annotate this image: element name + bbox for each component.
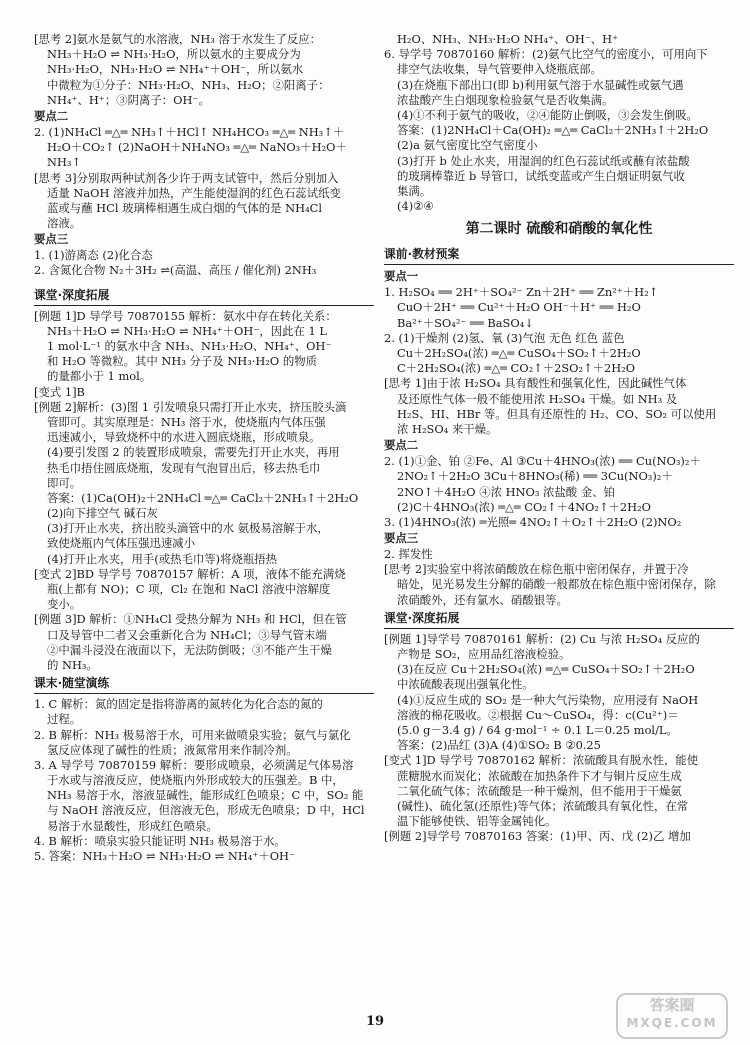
- text-line: NH₃·H₂O，NH₃·H₂O ⇌ NH₄⁺＋OH⁻，所以氨水: [47, 62, 304, 77]
- text-line: 的量都小于 1 mol。: [47, 369, 152, 384]
- text-line: (4)②④: [397, 199, 434, 214]
- text-line: 答案：(1)Ca(OH)₂＋2NH₄Cl ═△═ CaCl₂＋2NH₃↑＋2H₂O: [47, 490, 359, 505]
- text-line: (2)向下排空气 碱石灰: [47, 506, 158, 521]
- text-line: 1. C 解析：氮的固定是指将游离的氮转化为化合态的氮的: [34, 697, 323, 712]
- text-line: 2. 含氮化合物 N₂＋3H₂ ⇌(高温、高压 / 催化剂) 2NH₃: [34, 263, 317, 278]
- text-line: [思考 3]分别取两种试剂各少许于两支试管中，然后分别加入: [34, 170, 339, 185]
- section-heading: 课末·随堂演练: [34, 675, 374, 694]
- text-line: (2)C＋4HNO₃(浓) ═△═ CO₂↑＋4NO₂↑＋2H₂O: [397, 499, 651, 514]
- text-line: 6. 导学号 70870160 解析：(2)氨气比空气的密度小，可用向下: [384, 47, 708, 62]
- point-heading: 要点二: [34, 108, 69, 123]
- text-line: NH₄⁺、H⁺；③阴离子：OH⁻。: [47, 92, 210, 107]
- spacer: [34, 279, 374, 285]
- text-line: 易溶于水显酸性，形成红色喷泉。: [47, 818, 218, 833]
- text-line: 2. (1)①金、铂 ②Fe、Al ③Cu＋4HNO₃(浓) ══ Cu(NO₃)₂＋: [384, 454, 701, 469]
- text-line: H₂S、HI、HBr 等。但具有还原性的 H₂、CO、SO₂ 可以使用: [397, 406, 717, 421]
- text-line: 迅速减小，导致烧杯中的水进入圆底烧瓶，形成喷泉。: [47, 430, 321, 445]
- text-line: 即可。: [47, 475, 82, 490]
- text-line: 答案：(1)2NH₄Cl＋Ca(OH)₂ ═△═ CaCl₂＋2NH₃↑＋2H₂O: [397, 123, 709, 138]
- text-line: 2. B 解析：NH₃ 极易溶于水，可用来做喷泉实验；氨气与氯化: [34, 727, 351, 742]
- section-heading: 课堂·深度拓展: [384, 610, 734, 629]
- text-line: 2NO↑＋4H₂O ④浓 HNO₃ 浓盐酸 金、铂: [397, 484, 615, 499]
- text-line: 5. 答案：NH₃＋H₂O ⇌ NH₃·H₂O ⇌ NH₄⁺＋OH⁻: [34, 849, 296, 863]
- text-line: (4)①不利于氨气的吸收，②④能防止倒吸，③会发生倒吸。: [397, 107, 698, 122]
- left-column: [34, 32, 374, 864]
- text-line: 1 mol·L⁻¹ 的氨水中含 NH₃、NH₃·H₂O、NH₄⁺、OH⁻: [47, 339, 332, 353]
- text-line: 1. H₂SO₄ ══ 2H⁺＋SO₄²⁻ Zn＋2H⁺ ══ Zn²⁺＋H₂↑: [384, 285, 659, 300]
- text-line: 的玻璃棒靠近 b 导管口，试纸变蓝或产生白烟证明氨气收: [397, 168, 685, 183]
- page-number: 19: [365, 1014, 385, 1029]
- text-line: 浓盐酸产生白烟现象检验氨气是否收集满。: [397, 92, 614, 107]
- text-line: 溶液。: [47, 216, 82, 231]
- text-line: 变小。: [47, 597, 82, 612]
- text-line: 答案：(2)品红 (3)A (4)①SO₂ B ②0.25: [397, 738, 601, 753]
- watermark-logo: [616, 993, 728, 1039]
- text-line: Ba²⁺＋SO₄²⁻ ══ BaSO₄↓: [397, 315, 534, 330]
- text-line: [例题 2]解析：(3)图 1 引发喷泉只需打开止水夹，挤压胶头滴: [34, 399, 347, 414]
- text-line: (碱性)、硫化氢(还原性)等气体；浓硫酸具有氧化性，在常: [397, 798, 689, 813]
- point-heading: 要点二: [384, 438, 419, 453]
- text-line: [变式 2]BD 导学号 70870157 解析：A 项，液体不能充满烧: [34, 566, 346, 581]
- text-line: 蔗糖脱水而炭化；浓硫酸在加热条件下才与铜片反应生成: [397, 768, 682, 783]
- text-line: [思考 1]由于浓 H₂SO₄ 具有酸性和强氧化性，因此碱性气体: [384, 376, 687, 391]
- text-line: 的 NH₃。: [47, 657, 98, 672]
- text-line: 排空气法收集，导气管要伸入烧瓶底部。: [397, 62, 603, 77]
- point-heading: 要点一: [384, 269, 419, 284]
- text-line: (4)要引发图 2 的装置形成喷泉，需要先打开止水夹，再用: [47, 445, 340, 460]
- text-line: 过程。: [47, 712, 82, 727]
- text-line: [思考 2]氨水是氨气的水溶液，NH₃ 溶于水发生了反应：: [34, 32, 322, 46]
- text-line: [思考 2]实验室中将浓硝酸放在棕色瓶中密闭保存，并置于冷: [384, 562, 689, 577]
- text-line: (4)打开止水夹，用手(或热毛巾等)将烧瓶捂热: [47, 551, 278, 566]
- text-line: 2. 挥发性: [384, 547, 433, 562]
- text-line: 与 NaOH 溶液反应，但溶液无色，形成无色喷泉；D 中，HCl: [47, 803, 365, 818]
- text-line: 浓 H₂SO₄ 来干燥。: [397, 421, 498, 436]
- watermark-line-2: MXQE.COM: [626, 1016, 718, 1030]
- text-line: 1. (1)游离态 (2)化合态: [34, 248, 153, 263]
- text-line: (5.0 g－3.4 g) / 64 g·mol⁻¹ ÷ 0.1 L＝0.25 mol/L。: [397, 722, 678, 737]
- right-column: [384, 32, 734, 844]
- text-line: (3)在反应 Cu＋2H₂SO₄(浓) ═△═ CuSO₄＋SO₂↑＋2H₂O: [397, 662, 695, 677]
- text-line: 致使烧瓶内气体压强迅速减小: [47, 536, 196, 551]
- text-line: 瓶(上都有 NO)；C 项，Cl₂ 在饱和 NaCl 溶液中溶解度: [47, 582, 331, 596]
- text-line: 于水或与溶液反应，使烧瓶内外形成较大的压强差。B 中，: [47, 773, 344, 788]
- text-line: 温下能够使铁、铝等金属钝化。: [397, 814, 557, 829]
- text-line: CuO＋2H⁺ ══ Cu²⁺＋H₂O OH⁻＋H⁺ ══ H₂O: [397, 300, 641, 315]
- text-line: H₂O＋CO₂↑ (2)NaOH＋NH₄NO₃ ═△═ NaNO₃＋H₂O＋: [47, 140, 347, 155]
- text-line: 及还原性气体一般不能使用浓 H₂SO₄ 干燥。如 NH₃ 及: [397, 391, 678, 406]
- text-line: [例题 1]D 导学号 70870155 解析：氨水中存在转化关系：: [34, 308, 337, 323]
- lesson-title: 第二课时 硫酸和硝酸的氧化性: [465, 221, 653, 238]
- text-line: 集满。: [397, 183, 432, 198]
- text-line: [例题 2]导学号 70870163 答案：(1)甲、丙、戊 (2)乙 增加: [384, 829, 691, 844]
- point-heading: 要点三: [34, 232, 69, 247]
- text-line: 二氧化硫气体；浓硫酸是一种干燥剂，但不能用于干燥氨: [397, 783, 682, 798]
- text-line: Cu＋2H₂SO₄(浓) ═△═ CuSO₄＋SO₂↑＋2H₂O: [397, 346, 641, 360]
- text-line: (3)在烧瓶下部出口(即 b)利用氨气溶于水显碱性或氨气遇: [397, 77, 684, 92]
- text-line: 管即可。其实原理是：NH₃ 溶于水，使烧瓶内气体压强: [47, 414, 326, 429]
- text-line: 4. B 解析：喷泉实验只能证明 NH₃ 极易溶于水。: [34, 833, 286, 848]
- text-line: 2. (1)干燥剂 (2)氢、氧 (3)气泡 无色 红色 蓝色: [384, 330, 625, 345]
- text-line: 产物是 SO₂，应用品红溶液检验。: [397, 647, 571, 661]
- text-line: (4)①反应生成的 SO₂ 是一种大气污染物，应用浸有 NaOH: [397, 692, 699, 707]
- text-line: 中浓硫酸表现出强氧化性。: [397, 677, 534, 692]
- text-line: C＋2H₂SO₄(浓) ═△═ CO₂↑＋2SO₂↑＋2H₂O: [397, 361, 636, 376]
- section-heading: 课前·教材预案: [384, 246, 734, 265]
- text-line: NH₃＋H₂O ⇌ NH₃·H₂O，所以氨水的主要成分为: [47, 47, 301, 62]
- text-line: 2NO₂↑＋2H₂O 3Cu＋8HNO₃(稀) ══ 3Cu(NO₃)₂＋: [397, 469, 673, 484]
- text-line: 蓝或与蘸 HCl 玻璃棒相遇生成白烟的气体的是 NH₄Cl: [47, 200, 323, 215]
- text-line: 口及导管中二者又会重新化合为 NH₄Cl；③导气管末端: [47, 627, 327, 642]
- text-line: [例题 3]D 解析：①NH₄Cl 受热分解为 NH₃ 和 HCl，但在管: [34, 612, 347, 627]
- text-line: 3. (1)4HNO₃(浓) ═光照═ 4NO₂↑＋O₂↑＋2H₂O (2)NO₂: [384, 514, 682, 529]
- watermark-line-1: 答案圈: [649, 996, 695, 1014]
- text-line: NH₃＋H₂O ⇌ NH₃·H₂O ⇌ NH₄⁺＋OH⁻，因此在 1 L: [47, 323, 327, 338]
- text-line: ②中漏斗浸没在液面以下，无法防倒吸；③不能产生干燥: [47, 642, 332, 657]
- text-line: 热毛巾捂住圆底烧瓶，发现有气泡冒出后，移去热毛巾: [47, 460, 321, 475]
- text-line: NH₃↑: [47, 155, 82, 170]
- text-line: H₂O、NH₃、NH₃·H₂O NH₄⁺、OH⁻、H⁺: [397, 32, 619, 46]
- text-line: NH₃ 易溶于水，溶液显碱性，能形成红色喷泉；C 中，SO₂ 能: [47, 788, 364, 803]
- text-line: 氢反应体现了碱性的性质；液氮常用来作制冷剂。: [47, 742, 298, 757]
- text-line: [变式 1]D 导学号 70870162 解析：浓硫酸具有脱水性，能使: [384, 753, 699, 768]
- text-line: 溶液的棉花吸收。②根据 Cu～CuSO₄，得：c(Cu²⁺)＝: [397, 707, 679, 722]
- text-line: 和 H₂O 等微粒。其中 NH₃ 分子及 NH₃·H₂O 的物质: [47, 354, 318, 369]
- point-heading: 要点三: [384, 531, 419, 546]
- text-line: 浓硝酸外，还有氯水、硝酸银等。: [397, 592, 568, 607]
- text-line: 中微粒为①分子：NH₃·H₂O、NH₃、H₂O；②阳离子：: [47, 77, 330, 92]
- text-line: 3. A 导学号 70870159 解析：要形成喷泉，必须满足气体易溶: [34, 757, 354, 772]
- text-line: 暗处，见光易发生分解的硝酸一般都放在棕色瓶中密闭保存，除: [397, 577, 716, 592]
- text-line: (2)a 氨气密度比空气密度小: [397, 138, 538, 153]
- text-line: [例题 1]导学号 70870161 解析：(2) Cu 与浓 H₂SO₄ 反应的: [384, 631, 700, 646]
- text-line: (3)打开止水夹，挤出胶头滴管中的水 氨极易溶解于水，: [47, 521, 329, 536]
- text-line: 2. (1)NH₄Cl ═△═ NH₃↑＋HCl↑ NH₄HCO₃ ═△═ NH₃↑＋: [34, 124, 345, 139]
- section-heading: 课堂·深度拓展: [34, 287, 374, 306]
- text-line: [变式 1]B: [34, 384, 85, 399]
- text-line: (3)打开 b 处止水夹，用湿润的红色石蕊试纸或蘸有浓盐酸: [397, 153, 690, 168]
- text-line: 适量 NaOH 溶液并加热，产生能使湿润的红色石蕊试纸变: [47, 185, 341, 200]
